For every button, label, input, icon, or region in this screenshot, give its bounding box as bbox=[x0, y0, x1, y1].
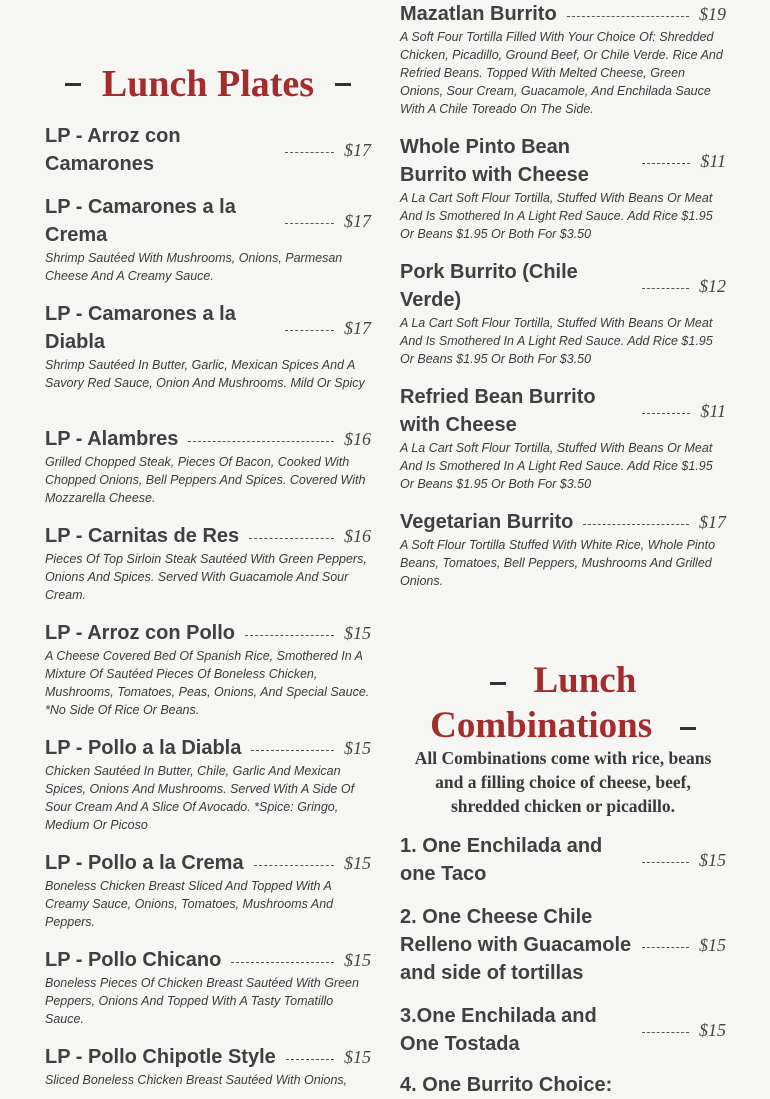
item-name: Refried Bean Burrito with Cheese bbox=[400, 386, 596, 436]
lunch-plates-title: Lunch Plates bbox=[101, 63, 315, 105]
menu-item bbox=[400, 832, 726, 888]
dotted-leader bbox=[567, 16, 689, 17]
item-price: $15 bbox=[344, 949, 371, 970]
dotted-leader bbox=[251, 750, 334, 751]
item-price: $15 bbox=[344, 622, 371, 643]
item-price: $15 bbox=[344, 737, 371, 758]
dotted-leader bbox=[642, 862, 689, 863]
item-description: A Cheese Covered Bed Of Spanish Rice, Smothered In A Mixture Of Sautéed Pieces Of Boneless Chicken, Mushrooms, Tomatoes, Peas, Onions, And Special Sauce. *No Side Of Rice Or Beans. bbox=[45, 649, 370, 717]
item-description: Shrimp Sautéed With Mushrooms, Onions, Parmesan Cheese And A Creamy Sauce. bbox=[45, 251, 343, 283]
dotted-leader bbox=[285, 330, 334, 331]
item-price: $15 bbox=[344, 852, 371, 873]
item-price: $19 bbox=[699, 3, 726, 24]
menu-item bbox=[45, 193, 371, 285]
item-name: 2. One Cheese Chile Relleno with Guacamole and side of tortillas bbox=[400, 906, 632, 984]
item-description: Boneless Pieces Of Chicken Breast Sautéed With Green Peppers, Onions And Topped With A Tasty Tomatillo Sauce. bbox=[45, 976, 359, 1026]
item-price: $15 bbox=[699, 934, 726, 955]
item-name: LP - Pollo Chipotle Style bbox=[45, 1046, 276, 1068]
dotted-leader bbox=[642, 413, 690, 414]
item-price: $17 bbox=[699, 511, 726, 532]
dotted-leader bbox=[254, 865, 334, 866]
item-price: $16 bbox=[344, 525, 371, 546]
item-name: LP - Pollo a la Diabla bbox=[45, 737, 242, 759]
lunch-combinations-title-line2: Combinations bbox=[430, 705, 653, 746]
dotted-leader bbox=[642, 1032, 689, 1033]
item-name: Vegetarian Burrito bbox=[400, 511, 574, 533]
item-name: 1. One Enchilada and one Taco bbox=[400, 835, 603, 885]
menu-item bbox=[400, 383, 726, 493]
item-description: Chicken Sautéed In Butter, Chile, Garlic And Mexican Spices, Onions And Mushrooms. Served With A Side Of Sour Cream And A Slice Of Avocado. *Spice: Gringo, Medium Or Picoso bbox=[45, 764, 355, 832]
item-price: $16 bbox=[344, 428, 371, 449]
menu-item bbox=[45, 122, 371, 178]
menu-item bbox=[45, 1043, 371, 1089]
heading-dash-left bbox=[65, 83, 81, 86]
combinations-note: All Combinations come with rice, beans and a filling choice of cheese, beef, shredded chicken or picadillo. bbox=[414, 748, 712, 816]
dotted-leader bbox=[285, 223, 334, 224]
menu-item bbox=[45, 619, 371, 719]
dotted-leader bbox=[642, 947, 689, 948]
item-name: Mazatlan Burrito bbox=[400, 3, 557, 25]
menu-item bbox=[45, 425, 371, 507]
item-price: $15 bbox=[699, 1019, 726, 1040]
item-description: Sliced Boneless Chicken Breast Sautéed With Onions, bbox=[45, 1073, 348, 1087]
menu-item bbox=[400, 1002, 726, 1058]
heading-dash-right bbox=[335, 83, 351, 86]
item-name: LP - Carnitas de Res bbox=[45, 525, 240, 547]
item-price: $15 bbox=[344, 1046, 371, 1067]
menu-item bbox=[45, 522, 371, 604]
dotted-leader bbox=[583, 524, 689, 525]
item-description: Grilled Chopped Steak, Pieces Of Bacon, Cooked With Chopped Onions, Bell Peppers And Spices. Covered With Mozzarella Cheese. bbox=[45, 455, 366, 505]
menu-item bbox=[45, 734, 371, 834]
item-name: LP - Arroz con Pollo bbox=[45, 622, 236, 644]
item-description: A Soft Four Tortilla Filled With Your Choice Of: Shredded Chicken, Picadillo, Ground Beef, Or Chile Verde. Rice And Refried Beans. Topped With Melted Cheese, Green Onions, Sour Cream, Guacamole, And Enchilada Sauce With A Chile Toreado On The Side. bbox=[400, 30, 723, 116]
menu-item bbox=[400, 903, 726, 987]
dotted-leader bbox=[286, 1059, 334, 1060]
dotted-leader bbox=[285, 152, 334, 153]
item-name: LP - Alambres bbox=[45, 428, 179, 450]
menu-item bbox=[400, 133, 726, 243]
heading-dash-right bbox=[680, 727, 696, 730]
dotted-leader bbox=[249, 538, 334, 539]
item-price: $11 bbox=[700, 150, 726, 171]
item-name: Pork Burrito (Chile Verde) bbox=[400, 261, 578, 311]
item-description: A La Cart Soft Flour Tortilla, Stuffed With Beans Or Meat And Is Smothered In A Light Red Sauce. Add Rice $1.95 Or Beans $1.95 Or Both For $3.50 bbox=[400, 316, 713, 366]
lunch-combinations-heading bbox=[400, 658, 726, 748]
menu-item bbox=[45, 946, 371, 1028]
item-name: Whole Pinto Bean Burrito with Cheese bbox=[400, 136, 589, 186]
dotted-leader bbox=[642, 163, 690, 164]
lunch-combinations-title-line1: Lunch bbox=[533, 660, 637, 701]
dotted-leader bbox=[231, 962, 334, 963]
item-description: Pieces Of Top Sirloin Steak Sautéed With Green Peppers, Onions And Spices. Served With Guacamole And Sour Cream. bbox=[45, 552, 367, 602]
item-name: LP - Pollo Chicano bbox=[45, 949, 222, 971]
lunch-plates-heading bbox=[65, 62, 351, 106]
item-description: Boneless Chicken Breast Sliced And Topped With A Creamy Sauce, Onions, Tomatoes, Mushrooms And Peppers. bbox=[45, 879, 334, 929]
dotted-leader bbox=[245, 635, 334, 636]
dotted-leader bbox=[642, 288, 689, 289]
item-price: $17 bbox=[344, 317, 371, 338]
menu-item bbox=[400, 258, 726, 368]
menu-item bbox=[400, 0, 726, 118]
item-price: $17 bbox=[344, 139, 371, 160]
item-price: $11 bbox=[700, 400, 726, 421]
item-price: $12 bbox=[699, 275, 726, 296]
heading-dash-left bbox=[490, 682, 506, 685]
item-description: A La Cart Soft Flour Tortilla, Stuffed With Beans Or Meat And Is Smothered In A Light Red Sauce. Add Rice $1.95 Or Beans $1.95 Or Both For $3.50 bbox=[400, 191, 713, 241]
menu-item bbox=[400, 508, 726, 590]
item-name: LP - Camarones a la Crema bbox=[45, 196, 236, 246]
item-name: 4. One Burrito Choice: bbox=[400, 1074, 613, 1096]
item-name: 3.One Enchilada and One Tostada bbox=[400, 1005, 597, 1055]
item-description: Shrimp Sautéed In Butter, Garlic, Mexican Spices And A Savory Red Sauce, Onion And Mushrooms. Mild Or Spicy bbox=[45, 358, 365, 390]
item-price: $17 bbox=[344, 210, 371, 231]
item-description: A La Cart Soft Flour Tortilla, Stuffed With Beans Or Meat And Is Smothered In A Light Red Sauce. Add Rice $1.95 Or Beans $1.95 Or Both For $3.50 bbox=[400, 441, 713, 491]
item-price: $15 bbox=[699, 849, 726, 870]
menu-item bbox=[45, 849, 371, 931]
item-description: A Soft Flour Tortilla Stuffed With White Rice, Whole Pinto Beans, Tomatoes, Bell Peppers, Mushrooms And Grilled Onions. bbox=[400, 538, 716, 588]
item-name: LP - Arroz con Camarones bbox=[45, 125, 181, 175]
dotted-leader bbox=[188, 441, 334, 442]
item-name: LP - Pollo a la Crema bbox=[45, 852, 244, 874]
menu-item bbox=[45, 300, 371, 392]
item-name: LP - Camarones a la Diabla bbox=[45, 303, 236, 353]
